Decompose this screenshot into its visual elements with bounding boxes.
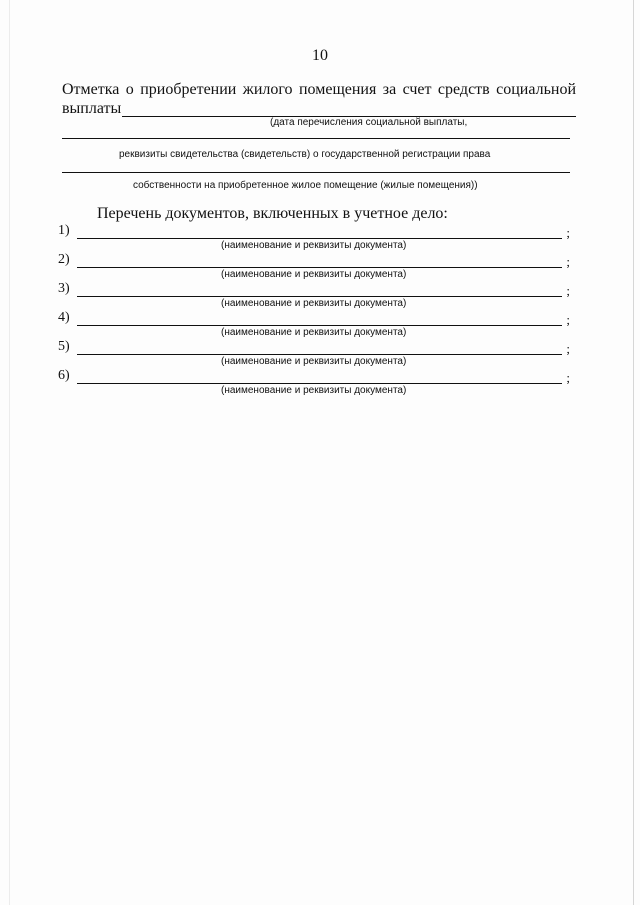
purchase-note-line-2 xyxy=(62,99,576,119)
document-blank-line[interactable] xyxy=(77,267,562,268)
scan-edge-left xyxy=(9,0,10,905)
document-blank-line[interactable] xyxy=(77,238,562,239)
document-row-caption: (наименование и реквизиты документа) xyxy=(221,327,407,338)
document-row-caption: (наименование и реквизиты документа) xyxy=(221,385,407,396)
document-row-end-mark: ; xyxy=(566,312,570,327)
document-row-number: 4) xyxy=(58,310,70,325)
document-row xyxy=(58,252,570,282)
document-row-number: 3) xyxy=(58,281,70,296)
ownership-caption: собственности на приобретенное жилое помещение (жилые помещения)) xyxy=(133,180,478,191)
purchase-note-line-1: Отметка о приобретении жилого помещения за счет средств социальной xyxy=(62,81,576,98)
document-row-end-mark: ; xyxy=(566,283,570,298)
document-row xyxy=(58,281,570,311)
document-blank-line[interactable] xyxy=(77,383,562,384)
document-row-caption: (наименование и реквизиты документа) xyxy=(221,356,407,367)
document-row-caption: (наименование и реквизиты документа) xyxy=(221,298,407,309)
document-row-end-mark: ; xyxy=(566,225,570,240)
document-blank-line[interactable] xyxy=(77,354,562,355)
document-row-end-mark: ; xyxy=(566,341,570,356)
ownership-blank-line[interactable] xyxy=(62,172,570,173)
document-row-end-mark: ; xyxy=(566,370,570,385)
payment-date-caption: (дата перечисления социальной выплаты, xyxy=(270,117,468,128)
purchase-note-line-2-text: выплаты xyxy=(62,100,122,117)
page-number: 10 xyxy=(312,47,328,64)
document-row-end-mark: ; xyxy=(566,254,570,269)
documents-list-heading: Перечень документов, включенных в учетное дело: xyxy=(97,205,448,222)
document-row-caption: (наименование и реквизиты документа) xyxy=(221,269,407,280)
document-row-number: 2) xyxy=(58,252,70,267)
document-row xyxy=(58,339,570,369)
document-blank-line[interactable] xyxy=(77,296,562,297)
document-blank-line[interactable] xyxy=(77,325,562,326)
document-row xyxy=(58,368,570,398)
document-row-caption: (наименование и реквизиты документа) xyxy=(221,240,407,251)
document-row xyxy=(58,310,570,340)
certificate-details-caption: реквизиты свидетельства (свидетельств) о государственной регистрации права xyxy=(119,149,491,160)
certificate-blank-line[interactable] xyxy=(62,138,570,139)
purchase-note-paragraph xyxy=(62,80,576,119)
document-row-number: 1) xyxy=(58,223,70,238)
document-row-number: 6) xyxy=(58,368,70,383)
document-row-number: 5) xyxy=(58,339,70,354)
scan-edge-right xyxy=(633,0,634,905)
document-row xyxy=(58,223,570,253)
